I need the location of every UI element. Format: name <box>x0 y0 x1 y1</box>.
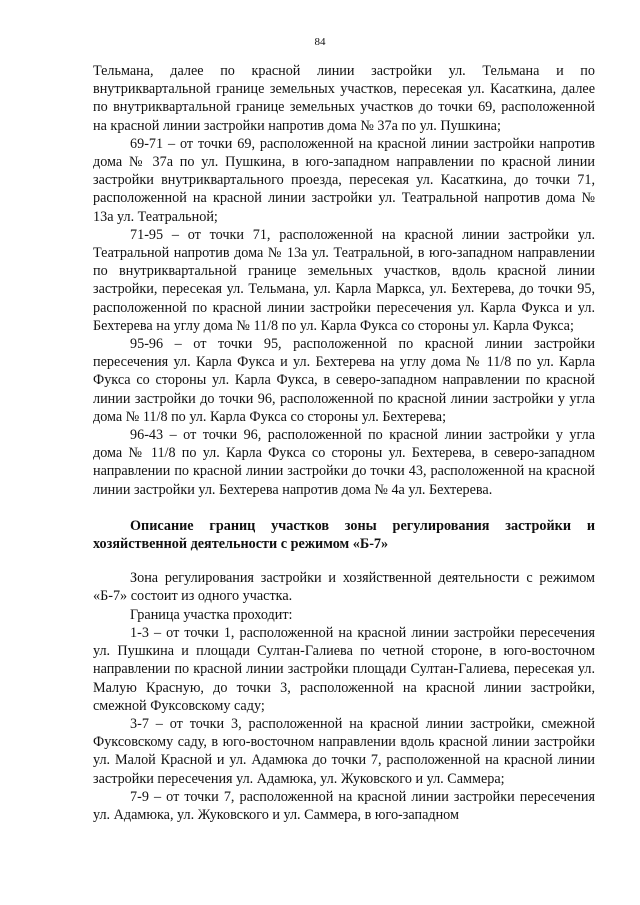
paragraph: 7-9 – от точки 7, расположенной на красной линии застройки пересечения ул. Адамюка, ул. Жуковского и ул. Саммера, в юго-западном <box>93 788 595 823</box>
paragraph: 1-3 – от точки 1, расположенной на красной линии застройки пересечения ул. Пушкина и площади Султан-Галиева по четной стороне, в юго-восточном направлении по красной линии застройки площади Султан-Галиева, пересекая ул. Малую Красную, до точки 3, расположенной на красной линии застройки, смежной Фуксовскому саду; <box>93 624 595 714</box>
paragraph: Тельмана, далее по красной линии застройки ул. Тельмана и по внутриквартальной границе земельных участков, пересекая ул. Касаткина, далее по внутриквартальной границе земельных участков до точки 69, расположенной на красной линии застройки напротив дома № 37а по ул. Пушкина; <box>93 63 595 134</box>
paragraph: Граница участка проходит: <box>130 606 293 623</box>
document-body <box>93 62 595 824</box>
section-heading: Описание границ участков зоны регулирования застройки и хозяйственной деятельности с режимом «Б-7» <box>93 517 595 553</box>
paragraph: 71-95 – от точки 71, расположенной на красной линии застройки ул. Театральной напротив дома № 13а ул. Театральной, в юго-западном направлении по внутриквартальной границе земельных участков, вдоль красной линии застройки, пересекая ул. Тельмана, ул. Карла Маркса, ул. Бехтерева, до точки 95, расположенной по красной линии застройки пересечения ул. Карла Фукса и ул. Бехтерева на углу дома № 11/8 по ул. Карла Фукса со стороны ул. Карла Фукса; <box>93 226 595 334</box>
paragraph: 69-71 – от точки 69, расположенной на красной линии застройки напротив дома № 37а по ул. Пушкина, в юго-западном направлении по красной линии застройки внутриквартального проезда, пересекая ул. Касаткина, до точки 71, расположенной на красной линии застройки ул. Театральной напротив дома № 13а ул. Театральной; <box>93 135 595 225</box>
paragraph: 95-96 – от точки 95, расположенной по красной линии застройки пересечения ул. Карла Фукса и ул. Бехтерева на углу дома № 11/8 по ул. Карла Фукса со стороны ул. Карла Фукса, в северо-западном направлении по красной линии застройки до точки 96, расположенной по красной линии застройки у угла дома № 11/8 по ул. Карла Фукса со стороны ул. Бехтерева; <box>93 336 595 425</box>
paragraph: 96-43 – от точки 96, расположенной по красной линии застройки у угла дома № 11/8 по ул. Карла Фукса со стороны ул. Бехтерева, в северо-западном направлении по красной линии застройки до точки 43, расположенной на красной линии застройки ул. Бехтерева напротив дома № 4а ул. Бехтерева. <box>93 427 595 498</box>
paragraph: 3-7 – от точки 3, расположенной на красной линии застройки, смежной Фуксовскому саду, в юго-восточном направлении вдоль красной линии застройки ул. Малой Красной и ул. Адамюка до точки 7, расположенной на красной линии застройки пересечения ул. Адамюка, ул. Жуковского и ул. Саммера; <box>93 715 595 787</box>
paragraph: Зона регулирования застройки и хозяйственной деятельности с режимом «Б-7» состоит из одного участка. <box>93 570 595 605</box>
page-number: 84 <box>314 36 326 48</box>
